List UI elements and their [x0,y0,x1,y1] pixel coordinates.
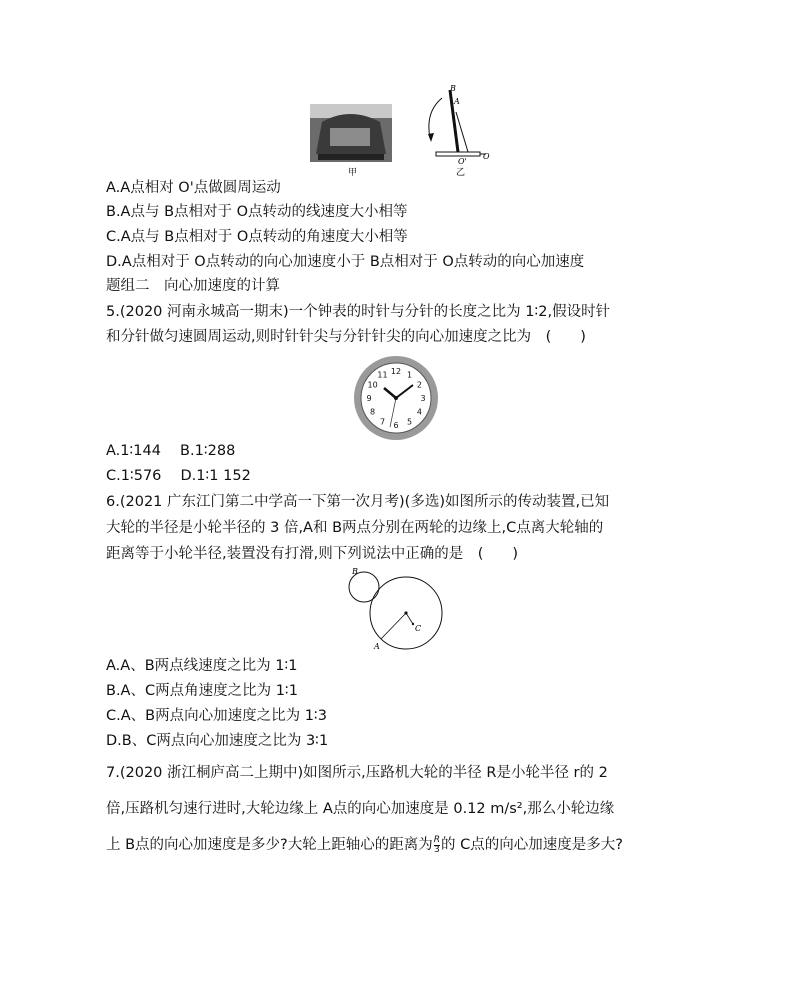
clock-numeral: 1 [406,370,413,380]
pulley-c-label: C [415,624,422,633]
q5-options-row1: A.1∶144 B.1∶288 [106,443,236,459]
clock-numeral: 9 [366,394,372,403]
q5-stem-line2: 和分针做匀速圆周运动,则时针针尖与分针针尖的向心加速度之比为 ( ) [106,329,586,345]
q6-option-d: D.B、C两点向心加速度之比为 3∶1 [106,733,329,749]
clock-numeral: 3 [420,394,426,403]
q4-option-c: C.A点与 B点相对于 O点转动的角速度大小相等 [106,229,408,245]
pulley-b-label: B [352,567,358,576]
figure-label-jia: 甲 [348,168,358,178]
q6-option-b: B.A、C两点角速度之比为 1∶1 [106,683,298,699]
q7-stem-line2: 倍,压路机匀速行进时,大轮边缘上 A点的向心加速度是 0.12 m/s²,那么小轮边缘 [106,801,615,817]
q4-option-b: B.A点与 B点相对于 O点转动的线速度大小相等 [106,204,408,220]
point-o-label: O [483,152,490,161]
q6-stem-line3: 距离等于小轮半径,装置没有打滑,则下列说法中正确的是 ( ) [106,546,519,562]
fraction-r-over-3 [434,836,440,855]
car-trunk-figure [300,82,500,178]
q7-stem-line1: 7.(2020 浙江桐庐高二上期中)如图所示,压路机大轮的半径 R是小轮半径 r的 2 [106,765,608,781]
q4-option-a: A.A点相对 O'点做圆周运动 [106,180,281,196]
figure-label-yi: 乙 [456,168,466,178]
pulley-a-label: A [374,642,380,651]
clock-numeral: 8 [370,407,376,417]
q7-stem-line3 [106,835,623,855]
fraction-denominator: 3 [434,844,440,855]
clock-numeral: 5 [406,417,413,427]
point-a-label: A [454,97,460,106]
clock-numeral: 12 [390,367,402,376]
q7-line3-part2: 的 C点的向心加速度是多大? [441,837,623,853]
q6-option-c: C.A、B两点向心加速度之比为 1∶3 [106,708,327,724]
clock-numeral: 10 [367,380,378,390]
q6-stem-line1: 6.(2021 广东江门第二中学高一下第一次月考)(多选)如图所示的传动装置,已知 [106,494,610,510]
q6-option-a: A.A、B两点线速度之比为 1∶1 [106,658,298,674]
clock-numeral: 11 [377,370,388,380]
clock-figure [353,355,439,441]
q5-options-row2: C.1∶576 D.1∶1 152 [106,468,251,484]
q5-stem-line1: 5.(2020 河南永城高一期末)一个钟表的时针与分针的长度之比为 1∶2,假设时针 [106,304,611,320]
clock-numeral: 7 [379,417,386,427]
q7-line3-part1: 上 B点的向心加速度是多少?大轮上距轴心的距离为 [106,837,433,853]
clock-numeral: 2 [416,380,422,390]
section-title: 题组二 向心加速度的计算 [106,278,280,294]
q6-stem-line2: 大轮的半径是小轮半径的 3 倍,A和 B两点分别在两轮的边缘上,C点离大轮轴的 [106,520,604,536]
point-o-prime-label: O' [458,157,467,166]
q4-option-d: D.A点相对于 O点转动的向心加速度小于 B点相对于 O点转动的向心加速度 [106,254,585,270]
fraction-numerator: R [433,834,441,845]
clock-numeral: 6 [393,421,399,430]
point-b-label: B [450,84,456,93]
pulley-figure [340,565,450,655]
clock-numeral: 4 [416,407,422,417]
